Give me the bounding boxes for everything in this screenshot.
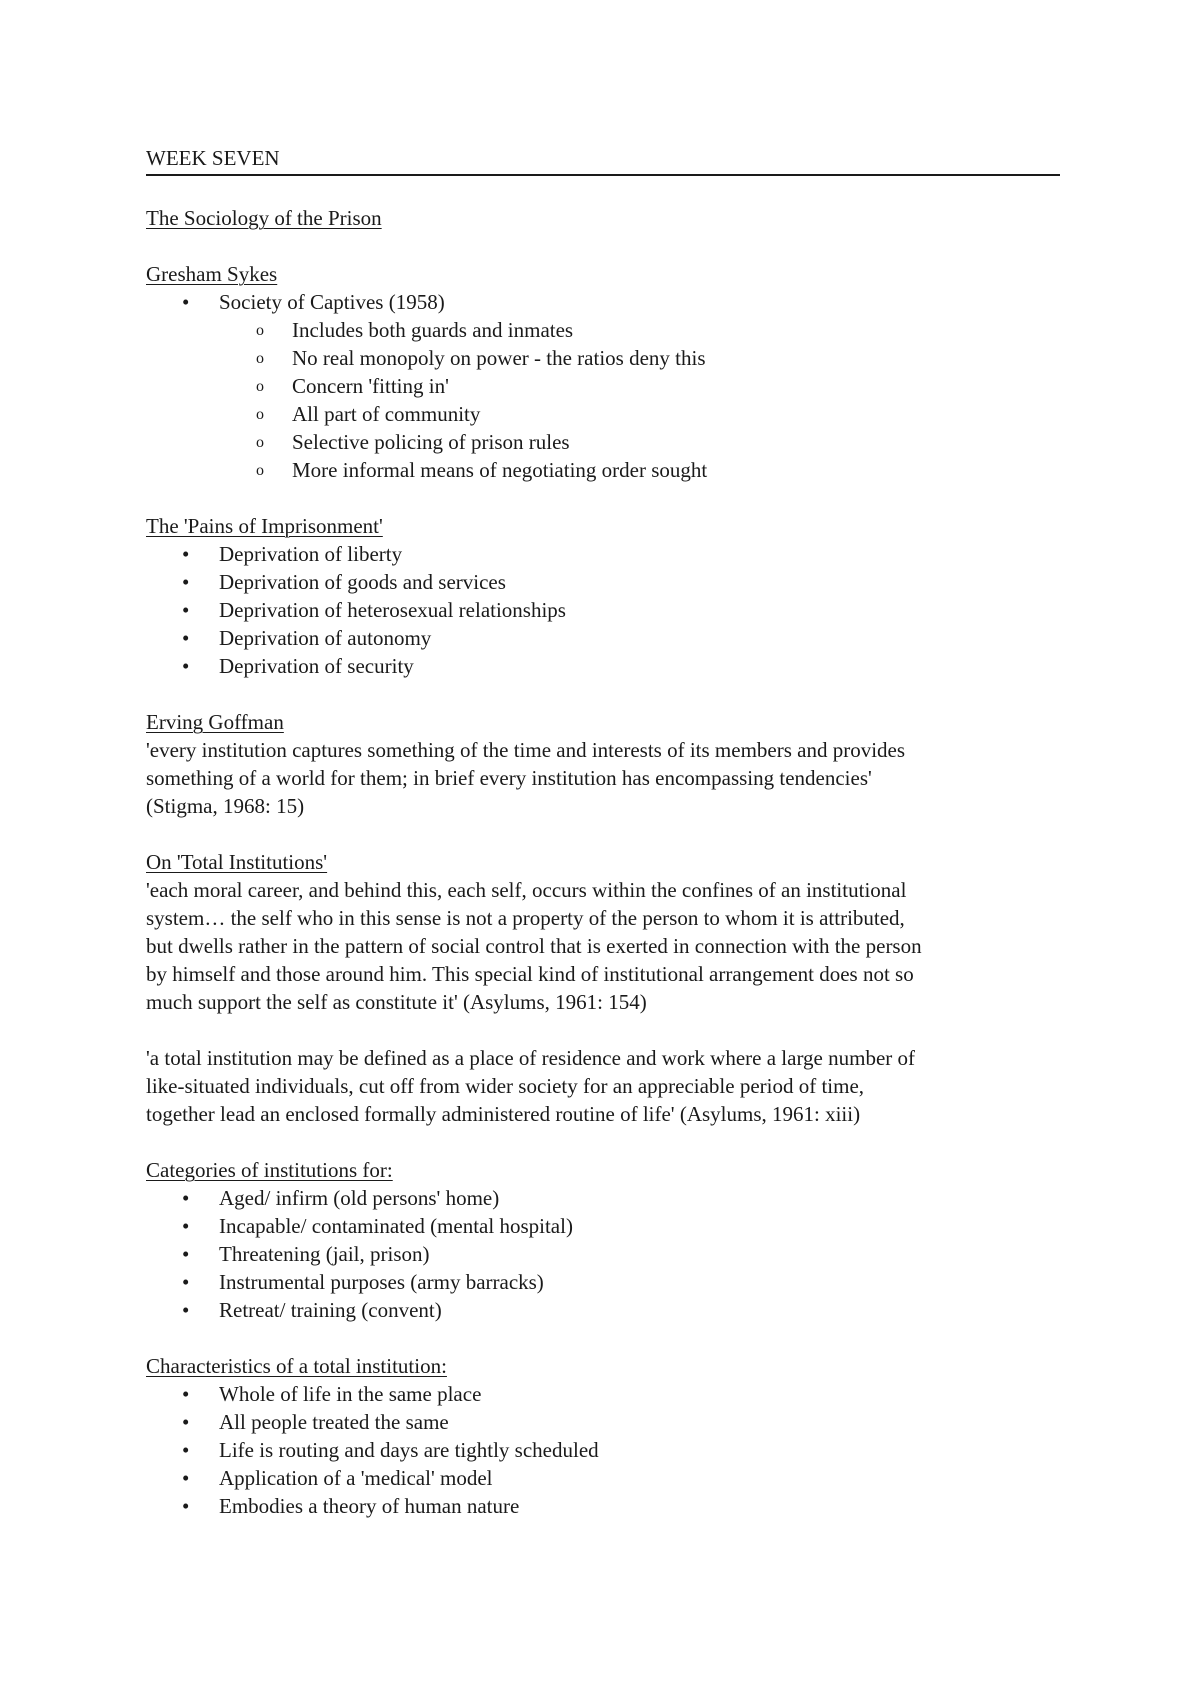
list-item-text: Concern 'fitting in' [292, 374, 449, 398]
document-subtitle: The Sociology of the Prison [146, 206, 382, 230]
circle-bullet-icon: o [256, 462, 264, 479]
list-item [146, 1464, 1060, 1492]
list-item [146, 596, 1060, 624]
goffman-heading: Erving Goffman [146, 710, 284, 734]
list-item [146, 456, 1060, 484]
circle-bullet-icon: o [256, 350, 264, 367]
bullet-icon: • [182, 1242, 190, 1266]
pains-list [146, 540, 1060, 680]
quote-line: but dwells rather in the pattern of social control that is exerted in connection with the person [146, 934, 922, 958]
list-item-text: Threatening (jail, prison) [219, 1242, 430, 1266]
list-item [146, 1268, 1060, 1296]
list-item [146, 1212, 1060, 1240]
bullet-icon: • [182, 1382, 190, 1406]
list-item [146, 428, 1060, 456]
quote-line: 'each moral career, and behind this, each self, occurs within the confines of an institutional [146, 878, 907, 902]
list-item [146, 1492, 1060, 1520]
total-institutions-heading: On 'Total Institutions' [146, 850, 328, 874]
list-item [146, 1184, 1060, 1212]
bullet-icon: • [182, 1410, 190, 1434]
list-item-text: Includes both guards and inmates [292, 318, 574, 342]
list-item-text: Life is routing and days are tightly scheduled [219, 1438, 599, 1462]
spacer [146, 820, 1060, 848]
list-item-text: Aged/ infirm (old persons' home) [219, 1186, 500, 1210]
circle-bullet-icon: o [256, 434, 264, 451]
list-item [146, 1408, 1060, 1436]
page-title: WEEK SEVEN [146, 144, 1060, 176]
bullet-icon: • [182, 1466, 190, 1490]
list-item [146, 1436, 1060, 1464]
quote-line: something of a world for them; in brief every institution has encompassing tendencies' [146, 766, 872, 790]
list-item-text: Incapable/ contaminated (mental hospital) [219, 1214, 573, 1238]
circle-bullet-icon: o [256, 406, 264, 423]
spacer [146, 484, 1060, 512]
list-item-text: All part of community [292, 402, 481, 426]
sykes-subpoints [146, 316, 1060, 484]
list-item [146, 652, 1060, 680]
quote-line: like-situated individuals, cut off from wider society for an appreciable period of time, [146, 1074, 865, 1098]
quote-line: 'every institution captures something of the time and interests of its members and provides [146, 738, 906, 762]
list-item-text: Society of Captives (1958) [219, 290, 445, 314]
list-item-text: Deprivation of autonomy [219, 626, 432, 650]
list-item-text: Deprivation of heterosexual relationships [219, 598, 566, 622]
bullet-icon: • [182, 1214, 190, 1238]
list-item [146, 624, 1060, 652]
sykes-section [146, 260, 1060, 484]
list-item-text: Deprivation of security [219, 654, 414, 678]
list-item [146, 1296, 1060, 1324]
list-item [146, 568, 1060, 596]
list-item-text: Retreat/ training (convent) [219, 1298, 442, 1322]
bullet-icon: • [182, 542, 190, 566]
document-page [146, 144, 1060, 1520]
list-item [146, 1240, 1060, 1268]
pains-section [146, 512, 1060, 680]
categories-section [146, 1156, 1060, 1324]
bullet-icon: • [182, 290, 190, 314]
characteristics-list [146, 1380, 1060, 1520]
spacer [146, 1016, 1060, 1044]
quote-line: 'a total institution may be defined as a place of residence and work where a large number of [146, 1046, 916, 1070]
list-item [146, 540, 1060, 568]
list-item [146, 316, 1060, 344]
bullet-icon: • [182, 598, 190, 622]
list-item [146, 372, 1060, 400]
bullet-icon: • [182, 1186, 190, 1210]
characteristics-section [146, 1352, 1060, 1520]
sykes-list [146, 288, 1060, 316]
quote-line: (Stigma, 1968: 15) [146, 794, 305, 818]
list-item [146, 400, 1060, 428]
circle-bullet-icon: o [256, 322, 264, 339]
goffman-section [146, 708, 1060, 820]
spacer [146, 1128, 1060, 1156]
sykes-heading: Gresham Sykes [146, 262, 278, 286]
list-item-text: Application of a 'medical' model [219, 1466, 493, 1490]
bullet-icon: • [182, 1270, 190, 1294]
bullet-icon: • [182, 626, 190, 650]
spacer [146, 232, 1060, 260]
list-item-text: Deprivation of liberty [219, 542, 403, 566]
quote-line: much support the self as constitute it' (Asylums, 1961: 154) [146, 990, 647, 1014]
list-item-text: Deprivation of goods and services [219, 570, 506, 594]
pains-heading: The 'Pains of Imprisonment' [146, 514, 383, 538]
list-item-text: Embodies a theory of human nature [219, 1494, 520, 1518]
characteristics-heading: Characteristics of a total institution: [146, 1354, 447, 1378]
bullet-icon: • [182, 1494, 190, 1518]
list-item [146, 1380, 1060, 1408]
total-institutions-section [146, 848, 1060, 1128]
spacer [146, 680, 1060, 708]
bullet-icon: • [182, 1438, 190, 1462]
list-item-text: Instrumental purposes (army barracks) [219, 1270, 544, 1294]
spacer [146, 1324, 1060, 1352]
bullet-icon: • [182, 654, 190, 678]
bullet-icon: • [182, 570, 190, 594]
categories-heading: Categories of institutions for: [146, 1158, 393, 1182]
list-item-text: Selective policing of prison rules [292, 430, 570, 454]
list-item [146, 288, 1060, 316]
list-item-text: No real monopoly on power - the ratios deny this [292, 346, 706, 370]
bullet-icon: • [182, 1298, 190, 1322]
spacer [146, 176, 1060, 204]
list-item [146, 344, 1060, 372]
list-item-text: All people treated the same [219, 1410, 449, 1434]
categories-list [146, 1184, 1060, 1324]
circle-bullet-icon: o [256, 378, 264, 395]
quote-line: system… the self who in this sense is not a property of the person to whom it is attributed, [146, 906, 905, 930]
list-item-text: More informal means of negotiating order sought [292, 458, 708, 482]
list-item-text: Whole of life in the same place [219, 1382, 482, 1406]
quote-line: by himself and those around him. This special kind of institutional arrangement does not so [146, 962, 914, 986]
quote-line: together lead an enclosed formally administered routine of life' (Asylums, 1961: xiii) [146, 1102, 861, 1126]
